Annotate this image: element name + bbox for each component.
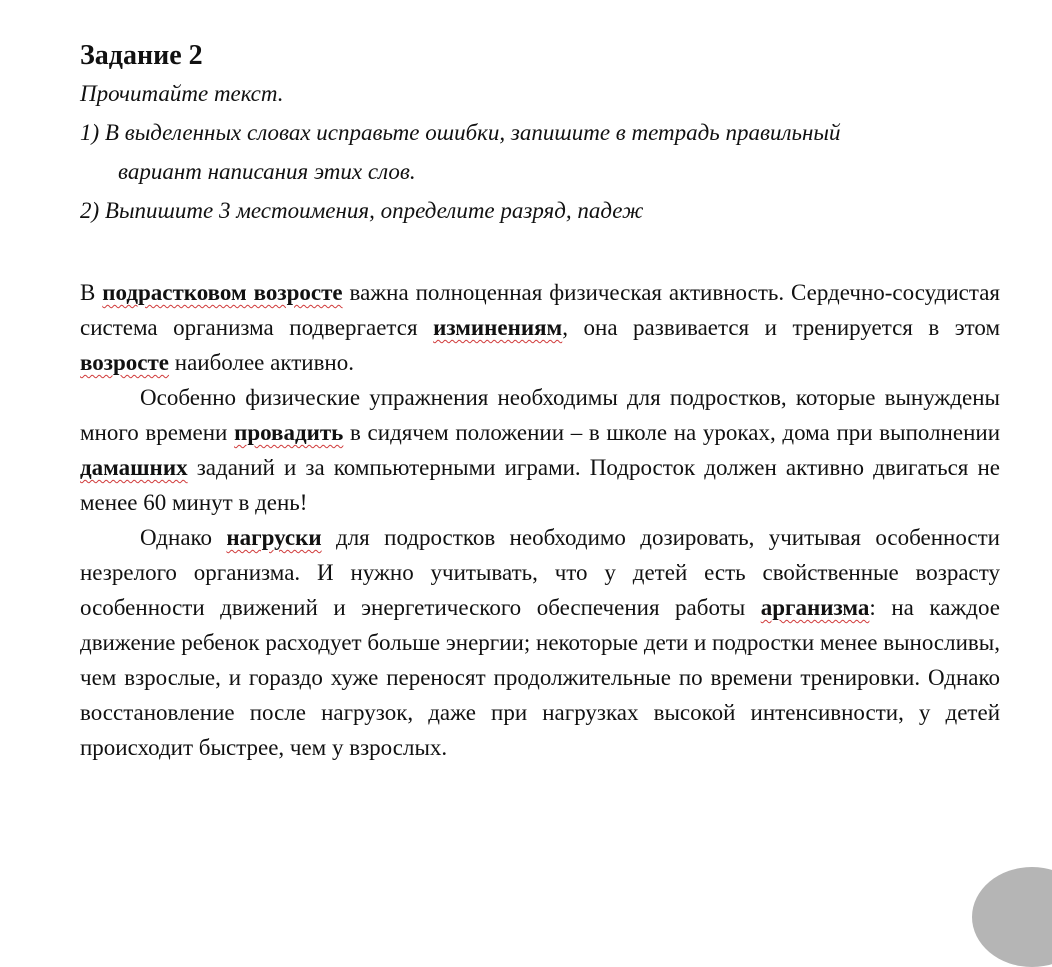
highlighted-error-word: дамашних <box>80 455 188 480</box>
paragraph <box>80 520 1000 765</box>
reading-text <box>80 275 1000 765</box>
instruction-1-continued: вариант написания этих слов. <box>118 159 416 184</box>
instruction-2: 2) Выпишите 3 местоимения, определите разряд, падеж <box>80 198 644 223</box>
highlighted-error-word: возросте <box>80 350 170 375</box>
text-segment: заданий и за компьютерными играми. Подросток должен активно двигаться не менее 60 минут в день! <box>80 455 1000 515</box>
instruction-read: Прочитайте текст. <box>80 81 284 106</box>
instruction-1: 1) В выделенных словах исправьте ошибки, запишите в тетрадь правильный <box>80 120 841 145</box>
text-segment: для подростков необходимо дозировать, учитывая особенности незрелого организма. И нужно учитывать, что у детей есть свойственные возрасту особенности движений и энергетического обеспечения работы <box>80 525 1000 620</box>
text-segment: : на каждое движение ребенок расходует больше энергии; некоторые дети и подростки менее выносливы, чем взрослые, и гораздо хуже переносят продолжительные по времени тренировки. Однако восстановление после нагрузок, даже при нагрузках высокой интенсивности, у детей происходит быстрее, чем у взрослых. <box>80 595 1000 760</box>
floating-action-circle <box>972 867 1052 967</box>
highlighted-error-word: подрастковом возросте <box>102 280 343 305</box>
highlighted-error-word: провадить <box>234 420 344 445</box>
highlighted-error-word: нагруски <box>226 525 322 550</box>
text-segment: Однако <box>140 525 227 550</box>
text-segment: В <box>80 280 103 305</box>
paragraph <box>80 275 1000 380</box>
document-page <box>80 38 1000 765</box>
highlighted-error-word: арганизма <box>760 595 870 620</box>
highlighted-error-word: изминениям <box>433 315 563 340</box>
text-segment: важна полноценная физическая активность. Сердечно-сосудистая система организма подвергается <box>80 280 1001 340</box>
text-segment: , она развивается и тренируется в этом <box>562 315 1001 340</box>
paragraph <box>80 380 1000 520</box>
text-segment: Особенно физические упражнения необходимы для подростков, которые вынуждены много времени <box>80 385 1000 445</box>
text-segment: в сидячем положении – в школе на уроках, дома при выполнении <box>343 420 1000 445</box>
task-title: Задание 2 <box>80 40 203 71</box>
text-segment: наиболее активно. <box>169 350 354 375</box>
